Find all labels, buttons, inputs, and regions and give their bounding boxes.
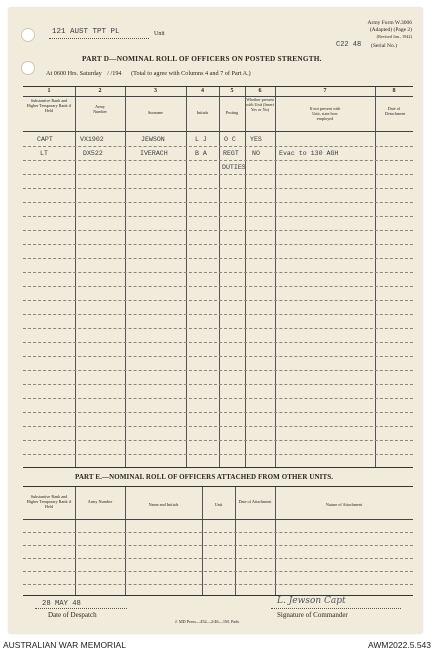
col-number-4: 4 [201, 88, 204, 94]
row1-rank: CAPT [37, 136, 53, 143]
header-surname: Surname [148, 110, 163, 115]
caption-institution: AUSTRALIAN WAR MEMORIAL [3, 640, 126, 650]
signature-label: Signature of Commander [277, 611, 348, 619]
signature-underline [271, 608, 401, 609]
row2-number: DX522 [83, 150, 103, 157]
despatch-date: 28 MAY 48 [42, 600, 81, 608]
col-number-3: 3 [154, 88, 157, 94]
header-present: Whether present with Unit (Insert Yes or No) [246, 97, 274, 112]
col-number-7: 7 [323, 88, 327, 94]
unit-underline [49, 38, 149, 39]
commander-signature: L. Jewson Capt [277, 596, 346, 606]
row2-present: NO [252, 150, 260, 157]
e-header-name: Name and Initials [148, 502, 179, 507]
punch-hole-top [21, 28, 35, 42]
e-header-rank: Substantive Rank and Higher Temporary Rank if Held [26, 494, 72, 509]
part-d-title: PART D—NOMINAL ROLL OF OFFICERS ON POSTED STRENGTH. [82, 54, 322, 63]
printer-imprint: J. MD Press—452—2/46—1M. Pads [175, 619, 240, 624]
row2-posting: REGT [223, 150, 239, 157]
header-employed: If not present with Unit, state how employed [309, 106, 341, 121]
row1-present: YES [250, 136, 262, 143]
header-rank: Substantive Rank and Higher Temporary Rank if Held [26, 98, 72, 113]
subtitle-suffix: (Total to agree with Columns 4 and 7 of Part A.) [131, 70, 251, 77]
row3-posting: DUTIES [222, 164, 246, 171]
e-header-nature: Nature of Attachment [325, 502, 363, 507]
part-d-subtitle [46, 70, 251, 77]
col-number-6: 6 [258, 88, 262, 94]
e-header-date-attachment: Date of Attachment [238, 499, 272, 504]
form-page [9, 8, 422, 633]
header-initials: Initials [196, 110, 209, 115]
unit-label: Unit [154, 31, 165, 37]
punch-hole-bottom [21, 61, 35, 75]
row1-number: VX1902 [80, 136, 104, 143]
row2-rank: LT [40, 150, 48, 157]
despatch-label: Date of Despatch [48, 611, 97, 619]
row2-employed: Evac to 130 AGH [279, 150, 339, 157]
part-e-title: PART E.—NOMINAL ROLL OF OFFICERS ATTACHED FROM OTHER UNITS. [75, 473, 334, 481]
col-number-2: 2 [98, 88, 102, 94]
subtitle-date: / /194 [107, 70, 122, 77]
subtitle-prefix: At 0600 Hrs. Saturday [46, 70, 102, 77]
unit-value: 121 AUST TPT PL [52, 28, 120, 36]
col-number-5: 5 [230, 88, 234, 94]
caption-accession: AWM2022.5.543 [368, 640, 431, 650]
row1-posting: O C [224, 136, 236, 143]
serial-value: C22 48 [336, 41, 362, 49]
form-adapted: (Adapted) (Page 2) [369, 27, 412, 33]
col-number-1: 1 [47, 88, 51, 94]
col-number-8: 8 [392, 88, 396, 94]
part-e-table [23, 486, 413, 596]
form-number: Army Form W.3006 [367, 20, 412, 26]
part-d-table [23, 86, 413, 468]
despatch-underline [35, 608, 127, 609]
header-date-detachment: Date of Detachment [385, 106, 406, 116]
e-header-unit: Unit [214, 502, 223, 507]
row2-surname: IVERACH [140, 150, 168, 157]
serial-label: (Serial No.) [371, 43, 397, 49]
archive-caption [0, 636, 434, 653]
header-posting: Posting [225, 110, 239, 115]
row2-initials: B A [195, 150, 207, 157]
form-revised: (Revised Jan., 1942) [376, 33, 412, 39]
row1-surname: JEWSON [141, 136, 165, 143]
row1-initials: L J [195, 136, 207, 143]
header-army-number: Army Number [93, 104, 107, 114]
e-header-army-number: Army Number [87, 499, 113, 504]
